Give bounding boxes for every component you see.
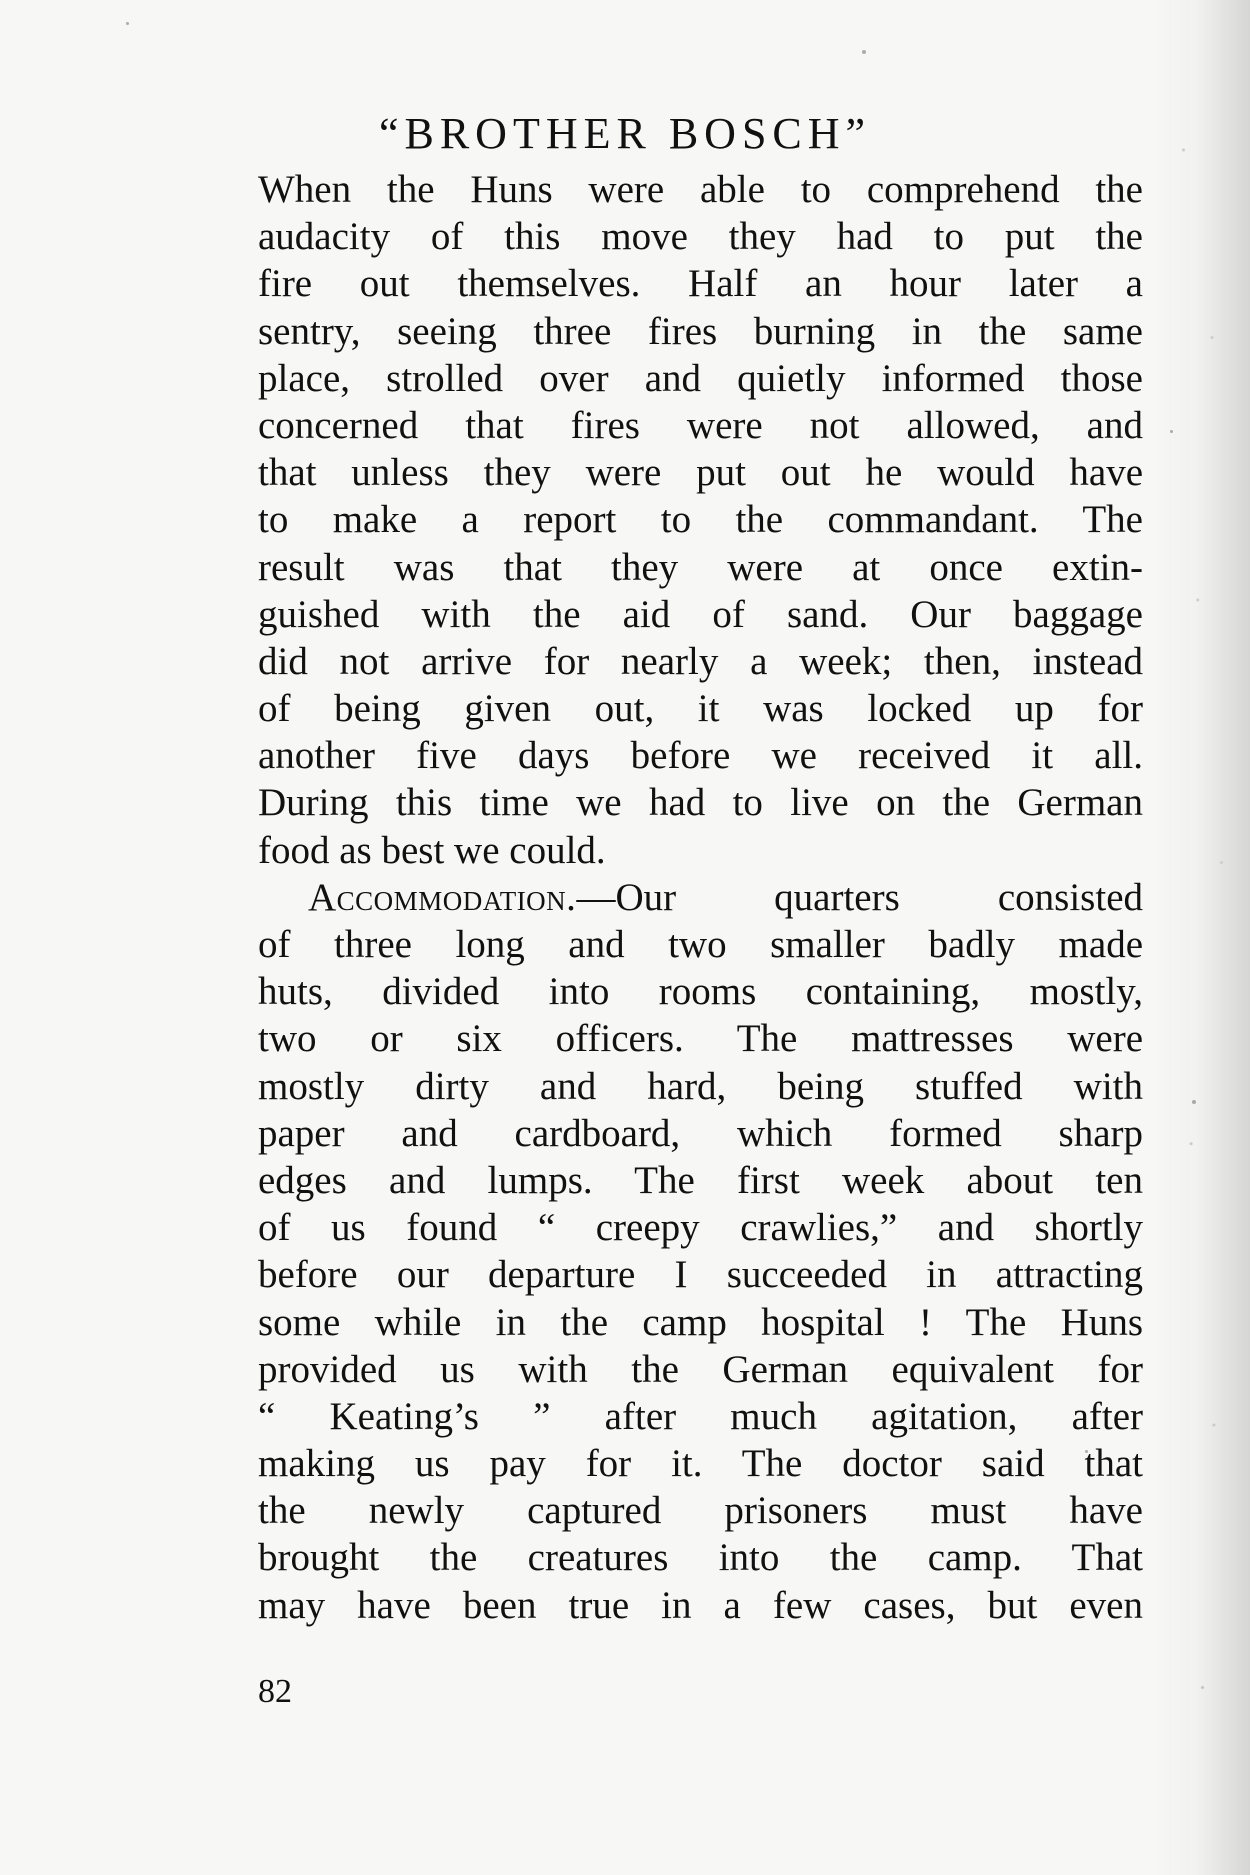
scan-speck — [1192, 1100, 1196, 1104]
text-line: mostly dirty and hard, being stuffed with — [258, 1064, 1143, 1108]
text-line: fire out themselves. Half an hour later a — [258, 262, 1143, 306]
section-heading: Accommodation. — [308, 875, 577, 919]
scan-speck — [126, 22, 129, 25]
scan-speck — [862, 50, 866, 54]
text-line: before our departure I succeeded in attracting — [258, 1253, 1143, 1297]
text-line: huts, divided into rooms containing, mostly, — [258, 970, 1143, 1014]
text-line: that unless they were put out he would have — [258, 451, 1143, 495]
page-number: 82 — [258, 1673, 292, 1710]
text-line: During this time we had to live on the German — [258, 781, 1143, 825]
text-line: sentry, seeing three fires burning in the same — [258, 309, 1143, 353]
text-line: paper and cardboard, which formed sharp — [258, 1111, 1143, 1155]
text-line: “ Keating’s ” after much agitation, after — [258, 1394, 1143, 1438]
text-line: brought the creatures into the camp. That — [258, 1536, 1143, 1580]
text-line: When the Huns were able to comprehend the — [258, 168, 1143, 211]
body-text — [258, 166, 1143, 1629]
text-line: place, strolled over and quietly informed those — [258, 356, 1143, 400]
text-line: of us found “ creepy crawlies,” and shortly — [258, 1206, 1143, 1250]
page-edge-shading — [1155, 0, 1250, 1875]
paragraph-end-line: food as best we could. — [258, 828, 606, 872]
text-line: some while in the camp hospital ! The Huns — [258, 1300, 1143, 1344]
text-line: did not arrive for nearly a week; then, instead — [258, 639, 1143, 683]
text-line: provided us with the German equivalent for — [258, 1347, 1143, 1391]
text-line: to make a report to the commandant. The — [258, 498, 1143, 542]
text-line: making us pay for it. The doctor said that — [258, 1442, 1143, 1486]
text-line: another five days before we received it all. — [258, 734, 1143, 778]
text-line: guished with the aid of sand. Our baggage — [258, 592, 1143, 636]
text-line: of three long and two smaller badly made — [258, 923, 1143, 966]
section-heading-line — [258, 874, 1143, 921]
scan-speck — [1170, 430, 1173, 433]
section-line-text: —Our quarters consisted — [576, 875, 1143, 919]
text-line: two or six officers. The mattresses were — [258, 1017, 1143, 1061]
text-line: edges and lumps. The first week about ten — [258, 1158, 1143, 1202]
text-line: concerned that fires were not allowed, and — [258, 403, 1143, 447]
text-line: audacity of this move they had to put the — [258, 215, 1143, 259]
text-line: the newly captured prisoners must have — [258, 1489, 1143, 1533]
text-line: result was that they were at once extin- — [258, 545, 1143, 589]
text-line: of being given out, it was locked up for — [258, 687, 1143, 731]
text-line: may have been true in a few cases, but even — [258, 1583, 1143, 1627]
running-header: “BROTHER BOSCH” — [378, 109, 872, 158]
